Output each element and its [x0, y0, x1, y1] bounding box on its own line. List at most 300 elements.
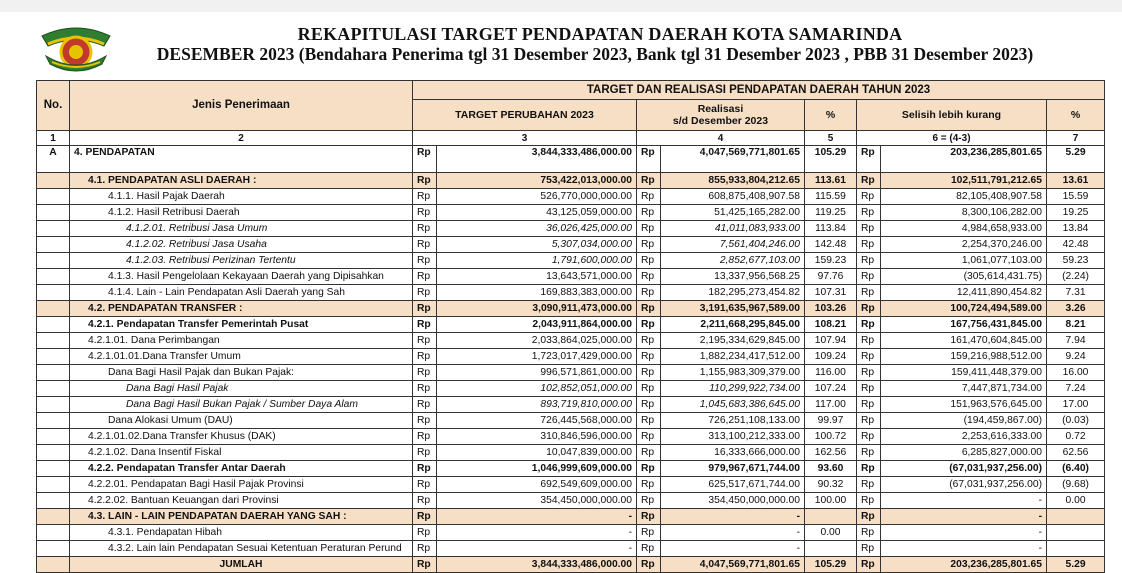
pct2-value: (0.03) [1047, 413, 1105, 429]
rp-label: Rp [637, 429, 661, 445]
pct-value: 107.24 [805, 381, 857, 397]
rp-label: Rp [413, 146, 437, 173]
header-pct2: % [1047, 100, 1105, 131]
pct-value: 90.32 [805, 477, 857, 493]
index-cell: 6 = (4-3) [857, 131, 1047, 146]
realisasi-value: 855,933,804,212.65 [661, 173, 805, 189]
target-value: 43,125,059,000.00 [437, 205, 637, 221]
total-pct: 105.29 [805, 557, 857, 573]
realisasi-value: 41,011,083,933.00 [661, 221, 805, 237]
table-row [37, 525, 1105, 541]
rp-label: Rp [413, 509, 437, 525]
table-row [37, 317, 1105, 333]
index-cell: 1 [37, 131, 70, 146]
row-name: Dana Alokasi Umum (DAU) [70, 413, 413, 429]
target-value: 893,719,810,000.00 [437, 397, 637, 413]
top-band [0, 0, 1122, 12]
realisasi-value: - [661, 525, 805, 541]
realisasi-value: 182,295,273,454.82 [661, 285, 805, 301]
row-name: 4.1.2.02. Retribusi Jasa Usaha [70, 237, 413, 253]
selisih-value: 1,061,077,103.00 [881, 253, 1047, 269]
realisasi-value: 313,100,212,333.00 [661, 429, 805, 445]
rp-label: Rp [857, 301, 881, 317]
row-name: 4.1.2.01. Retribusi Jasa Umum [70, 221, 413, 237]
rp-label: Rp [413, 173, 437, 189]
row-name: 4.1.2.03. Retribusi Perizinan Tertentu [70, 253, 413, 269]
pct2-value [1047, 541, 1105, 557]
table-row [37, 221, 1105, 237]
table-row [37, 285, 1105, 301]
rp-label: Rp [857, 333, 881, 349]
selisih-value: 7,447,871,734.00 [881, 381, 1047, 397]
rp-label: Rp [413, 365, 437, 381]
pct-value: 103.26 [805, 301, 857, 317]
rp-label: Rp [637, 237, 661, 253]
row-no [37, 381, 70, 397]
table-row [37, 445, 1105, 461]
target-value: 354,450,000,000.00 [437, 493, 637, 509]
rp-label: Rp [413, 269, 437, 285]
row-name: 4.3.2. Lain lain Pendapatan Sesuai Ketentuan Peraturan Perund [70, 541, 413, 557]
realisasi-value: 13,337,956,568.25 [661, 269, 805, 285]
header-realisasi-line1: Realisasi [697, 103, 744, 115]
table-row [37, 205, 1105, 221]
selisih-value: 12,411,890,454.82 [881, 285, 1047, 301]
table-row [37, 349, 1105, 365]
realisasi-value: 3,191,635,967,589.00 [661, 301, 805, 317]
rp-label: Rp [857, 237, 881, 253]
revenue-table [36, 80, 1105, 573]
realisasi-value: - [661, 541, 805, 557]
rp-label: Rp [637, 445, 661, 461]
pct2-value: (2.24) [1047, 269, 1105, 285]
rp-label: Rp [637, 221, 661, 237]
row-name: 4.1.2. Hasil Retribusi Daerah [70, 205, 413, 221]
row-no [37, 237, 70, 253]
pct-value [805, 509, 857, 525]
rp-label: Rp [637, 205, 661, 221]
table-row [37, 381, 1105, 397]
rp-label: Rp [413, 349, 437, 365]
pct2-value: 19.25 [1047, 205, 1105, 221]
pct-value: 113.61 [805, 173, 857, 189]
table-row [37, 493, 1105, 509]
pct2-value: 17.00 [1047, 397, 1105, 413]
header-selisih: Selisih lebih kurang [857, 100, 1047, 131]
row-no [37, 189, 70, 205]
selisih-value: - [881, 493, 1047, 509]
pct2-value: 8.21 [1047, 317, 1105, 333]
target-value: 2,033,864,025,000.00 [437, 333, 637, 349]
target-value: 310,846,596,000.00 [437, 429, 637, 445]
header-pct: % [805, 100, 857, 131]
table-row [37, 365, 1105, 381]
rp-label: Rp [413, 477, 437, 493]
row-name: 4. PENDAPATAN [70, 146, 413, 173]
realisasi-value: 1,045,683,386,645.00 [661, 397, 805, 413]
pct2-value: 15.59 [1047, 189, 1105, 205]
table-row [37, 397, 1105, 413]
index-cell: 5 [805, 131, 857, 146]
row-name: 4.2.1.02. Dana Insentif Fiskal [70, 445, 413, 461]
rp-label: Rp [637, 189, 661, 205]
pct-value: 105.29 [805, 146, 857, 173]
rp-label: Rp [413, 445, 437, 461]
realisasi-value: 4,047,569,771,801.65 [661, 146, 805, 173]
pct-value: 109.24 [805, 349, 857, 365]
rp-label: Rp [637, 173, 661, 189]
realisasi-value: 7,561,404,246.00 [661, 237, 805, 253]
realisasi-value: 608,875,408,907.58 [661, 189, 805, 205]
row-name: 4.2.2.01. Pendapatan Bagi Hasil Pajak Provinsi [70, 477, 413, 493]
pct-value: 113.84 [805, 221, 857, 237]
rp-label: Rp [857, 541, 881, 557]
target-value: 996,571,861,000.00 [437, 365, 637, 381]
rp-label: Rp [857, 253, 881, 269]
table-row [37, 461, 1105, 477]
header-no: No. [37, 81, 70, 131]
target-value: - [437, 525, 637, 541]
rp-label: Rp [857, 146, 881, 173]
pct-value: 99.97 [805, 413, 857, 429]
rp-label: Rp [413, 285, 437, 301]
rp-label: Rp [857, 557, 881, 573]
selisih-value: (305,614,431.75) [881, 269, 1047, 285]
realisasi-value: 979,967,671,744.00 [661, 461, 805, 477]
pct-value: 100.00 [805, 493, 857, 509]
rp-label: Rp [413, 429, 437, 445]
pct-value: 0.00 [805, 525, 857, 541]
rp-label: Rp [637, 253, 661, 269]
row-name: 4.2.1.01.02.Dana Transfer Khusus (DAK) [70, 429, 413, 445]
realisasi-value: 51,425,165,282.00 [661, 205, 805, 221]
pct2-value: 0.72 [1047, 429, 1105, 445]
row-name: 4.2.1.01.01.Dana Transfer Umum [70, 349, 413, 365]
rp-label: Rp [857, 173, 881, 189]
row-no [37, 557, 70, 573]
rp-label: Rp [637, 525, 661, 541]
target-value: - [437, 541, 637, 557]
rp-label: Rp [637, 541, 661, 557]
rp-label: Rp [413, 317, 437, 333]
row-no [37, 413, 70, 429]
target-value: 1,723,017,429,000.00 [437, 349, 637, 365]
selisih-value: 203,236,285,801.65 [881, 146, 1047, 173]
rp-label: Rp [637, 477, 661, 493]
pct-value [805, 541, 857, 557]
header-realisasi [637, 100, 805, 131]
total-row [37, 557, 1105, 573]
rp-label: Rp [857, 349, 881, 365]
target-value: 169,883,383,000.00 [437, 285, 637, 301]
pct-value: 119.25 [805, 205, 857, 221]
rp-label: Rp [637, 493, 661, 509]
pct-value: 142.48 [805, 237, 857, 253]
rp-label: Rp [637, 269, 661, 285]
realisasi-value: 625,517,671,744.00 [661, 477, 805, 493]
table-row [37, 333, 1105, 349]
pct-value: 107.94 [805, 333, 857, 349]
target-value: 1,791,600,000.00 [437, 253, 637, 269]
row-no [37, 317, 70, 333]
index-cell: 2 [70, 131, 413, 146]
index-row [37, 131, 1105, 146]
samarinda-emblem-icon [38, 22, 114, 72]
index-cell: 7 [1047, 131, 1105, 146]
table-row [37, 269, 1105, 285]
pct2-value: 42.48 [1047, 237, 1105, 253]
row-no [37, 269, 70, 285]
rp-label: Rp [637, 285, 661, 301]
selisih-value: (194,459,867.00) [881, 413, 1047, 429]
row-no [37, 333, 70, 349]
rp-label: Rp [857, 445, 881, 461]
pct-value: 108.21 [805, 317, 857, 333]
selisih-value: 2,254,370,246.00 [881, 237, 1047, 253]
realisasi-value: 1,155,983,309,379.00 [661, 365, 805, 381]
row-name: Dana Bagi Hasil Pajak [70, 381, 413, 397]
row-no [37, 445, 70, 461]
row-name: 4.1.3. Hasil Pengelolaan Kekayaan Daerah yang Dipisahkan [70, 269, 413, 285]
row-name: 4.2.1. Pendapatan Transfer Pemerintah Pusat [70, 317, 413, 333]
rp-label: Rp [637, 146, 661, 173]
rp-label: Rp [637, 365, 661, 381]
table-row [37, 541, 1105, 557]
rp-label: Rp [857, 397, 881, 413]
pct2-value: 5.29 [1047, 146, 1105, 173]
target-value: 726,445,568,000.00 [437, 413, 637, 429]
target-value: 692,549,609,000.00 [437, 477, 637, 493]
target-value: 753,422,013,000.00 [437, 173, 637, 189]
table-row [37, 477, 1105, 493]
rp-label: Rp [413, 253, 437, 269]
realisasi-value: 2,211,668,295,845.00 [661, 317, 805, 333]
rp-label: Rp [857, 381, 881, 397]
rp-label: Rp [637, 333, 661, 349]
pct2-value: 9.24 [1047, 349, 1105, 365]
row-name: 4.2.2.02. Bantuan Keuangan dari Provinsi [70, 493, 413, 509]
realisasi-value: 2,852,677,103.00 [661, 253, 805, 269]
realisasi-value: 16,333,666,000.00 [661, 445, 805, 461]
pct-value: 107.31 [805, 285, 857, 301]
row-no [37, 253, 70, 269]
table-row [37, 509, 1105, 525]
rp-label: Rp [413, 541, 437, 557]
rp-label: Rp [857, 285, 881, 301]
table-row [37, 253, 1105, 269]
row-no [37, 461, 70, 477]
selisih-value: 100,724,494,589.00 [881, 301, 1047, 317]
rp-label: Rp [637, 461, 661, 477]
header-group: TARGET DAN REALISASI PENDAPATAN DAERAH TAHUN 2023 [413, 81, 1105, 100]
row-name: 4.1. PENDAPATAN ASLI DAERAH : [70, 173, 413, 189]
rp-label: Rp [413, 381, 437, 397]
pct2-value: 13.61 [1047, 173, 1105, 189]
target-value: 36,026,425,000.00 [437, 221, 637, 237]
rp-label: Rp [413, 333, 437, 349]
rp-label: Rp [637, 557, 661, 573]
rp-label: Rp [857, 461, 881, 477]
rp-label: Rp [857, 365, 881, 381]
rp-label: Rp [413, 221, 437, 237]
index-cell: 4 [637, 131, 805, 146]
row-name: 4.3.1. Pendapatan Hibah [70, 525, 413, 541]
selisih-value: (67,031,937,256.00) [881, 477, 1047, 493]
rp-label: Rp [637, 381, 661, 397]
report-subtitle: DESEMBER 2023 (Bendahara Penerima tgl 31 Desember 2023, Bank tgl 31 Desember 2023 , PBB 31 Desember 2023) [156, 44, 1034, 64]
rp-label: Rp [413, 493, 437, 509]
rp-label: Rp [413, 237, 437, 253]
rp-label: Rp [413, 301, 437, 317]
target-value: 10,047,839,000.00 [437, 445, 637, 461]
realisasi-value: 2,195,334,629,845.00 [661, 333, 805, 349]
row-no [37, 365, 70, 381]
rp-label: Rp [857, 493, 881, 509]
row-no [37, 301, 70, 317]
pct-value: 97.76 [805, 269, 857, 285]
index-cell: 3 [413, 131, 637, 146]
target-value: 2,043,911,864,000.00 [437, 317, 637, 333]
rp-label: Rp [413, 189, 437, 205]
selisih-value: 102,511,791,212.65 [881, 173, 1047, 189]
table-row [37, 189, 1105, 205]
realisasi-value: - [661, 509, 805, 525]
row-name: 4.1.4. Lain - Lain Pendapatan Asli Daerah yang Sah [70, 285, 413, 301]
row-no [37, 173, 70, 189]
pct2-value: 16.00 [1047, 365, 1105, 381]
table-row [37, 301, 1105, 317]
row-name: Dana Bagi Hasil Pajak dan Bukan Pajak: [70, 365, 413, 381]
total-target: 3,844,333,486,000.00 [437, 557, 637, 573]
rp-label: Rp [637, 349, 661, 365]
table-row [37, 413, 1105, 429]
row-no [37, 429, 70, 445]
row-no [37, 493, 70, 509]
pct-value: 162.56 [805, 445, 857, 461]
row-no [37, 397, 70, 413]
selisih-value: - [881, 541, 1047, 557]
rp-label: Rp [857, 477, 881, 493]
rp-label: Rp [637, 301, 661, 317]
realisasi-value: 354,450,000,000.00 [661, 493, 805, 509]
realisasi-value: 1,882,234,417,512.00 [661, 349, 805, 365]
rp-label: Rp [857, 205, 881, 221]
rp-label: Rp [413, 525, 437, 541]
pct-value: 115.59 [805, 189, 857, 205]
realisasi-value: 726,251,108,133.00 [661, 413, 805, 429]
row-name: 4.3. LAIN - LAIN PENDAPATAN DAERAH YANG SAH : [70, 509, 413, 525]
header-realisasi-line2: s/d Desember 2023 [672, 115, 769, 127]
pct-value: 116.00 [805, 365, 857, 381]
rp-label: Rp [637, 397, 661, 413]
target-value: 13,643,571,000.00 [437, 269, 637, 285]
total-pct2: 5.29 [1047, 557, 1105, 573]
row-name: 4.2.1.01. Dana Perimbangan [70, 333, 413, 349]
selisih-value: 167,756,431,845.00 [881, 317, 1047, 333]
rp-label: Rp [857, 317, 881, 333]
selisih-value: 159,216,988,512.00 [881, 349, 1047, 365]
target-value: 1,046,999,609,000.00 [437, 461, 637, 477]
row-name: 4.2. PENDAPATAN TRANSFER : [70, 301, 413, 317]
rp-label: Rp [857, 525, 881, 541]
target-value: 3,844,333,486,000.00 [437, 146, 637, 173]
rp-label: Rp [857, 221, 881, 237]
pct2-value: 0.00 [1047, 493, 1105, 509]
rp-label: Rp [857, 269, 881, 285]
row-no [37, 205, 70, 221]
selisih-value: 82,105,408,907.58 [881, 189, 1047, 205]
table-row [37, 429, 1105, 445]
pct2-value: 3.26 [1047, 301, 1105, 317]
rp-label: Rp [413, 397, 437, 413]
target-value: 526,770,000,000.00 [437, 189, 637, 205]
selisih-value: 8,300,106,282.00 [881, 205, 1047, 221]
rp-label: Rp [413, 205, 437, 221]
total-realisasi: 4,047,569,771,801.65 [661, 557, 805, 573]
target-value: 102,852,051,000.00 [437, 381, 637, 397]
row-no: A [37, 146, 70, 173]
selisih-value: - [881, 509, 1047, 525]
row-no [37, 285, 70, 301]
pct2-value [1047, 509, 1105, 525]
table-row [37, 237, 1105, 253]
realisasi-value: 110,299,922,734.00 [661, 381, 805, 397]
rp-label: Rp [413, 557, 437, 573]
selisih-value: 6,285,827,000.00 [881, 445, 1047, 461]
pct-value: 100.72 [805, 429, 857, 445]
header-target: TARGET PERUBAHAN 2023 [413, 100, 637, 131]
target-value: - [437, 509, 637, 525]
selisih-value: 159,411,448,379.00 [881, 365, 1047, 381]
pct2-value: 7.24 [1047, 381, 1105, 397]
row-name: 4.2.2. Pendapatan Transfer Antar Daerah [70, 461, 413, 477]
rp-label: Rp [857, 429, 881, 445]
rp-label: Rp [857, 413, 881, 429]
table-row [37, 173, 1105, 189]
selisih-value: - [881, 525, 1047, 541]
rp-label: Rp [637, 509, 661, 525]
row-no [37, 477, 70, 493]
selisih-value: 2,253,616,333.00 [881, 429, 1047, 445]
row-name: Dana Bagi Hasil Bukan Pajak / Sumber Daya Alam [70, 397, 413, 413]
rp-label: Rp [857, 189, 881, 205]
pct2-value: (9.68) [1047, 477, 1105, 493]
row-name: 4.1.1. Hasil Pajak Daerah [70, 189, 413, 205]
total-label: JUMLAH [70, 557, 413, 573]
pct-value: 117.00 [805, 397, 857, 413]
row-no [37, 509, 70, 525]
selisih-value: 151,963,576,645.00 [881, 397, 1047, 413]
pct2-value: 7.94 [1047, 333, 1105, 349]
table-row [37, 146, 1105, 173]
rp-label: Rp [637, 413, 661, 429]
rp-label: Rp [637, 317, 661, 333]
rp-label: Rp [413, 413, 437, 429]
selisih-value: (67,031,937,256.00) [881, 461, 1047, 477]
selisih-value: 4,984,658,933.00 [881, 221, 1047, 237]
pct2-value: (6.40) [1047, 461, 1105, 477]
row-no [37, 349, 70, 365]
pct2-value: 13.84 [1047, 221, 1105, 237]
pct2-value: 59.23 [1047, 253, 1105, 269]
report-title: REKAPITULASI TARGET PENDAPATAN DAERAH KOTA SAMARINDA [297, 24, 903, 44]
header-jenis: Jenis Penerimaan [70, 81, 413, 131]
pct-value: 159.23 [805, 253, 857, 269]
pct2-value: 7.31 [1047, 285, 1105, 301]
row-no [37, 541, 70, 557]
target-value: 5,307,034,000.00 [437, 237, 637, 253]
target-value: 3,090,911,473,000.00 [437, 301, 637, 317]
